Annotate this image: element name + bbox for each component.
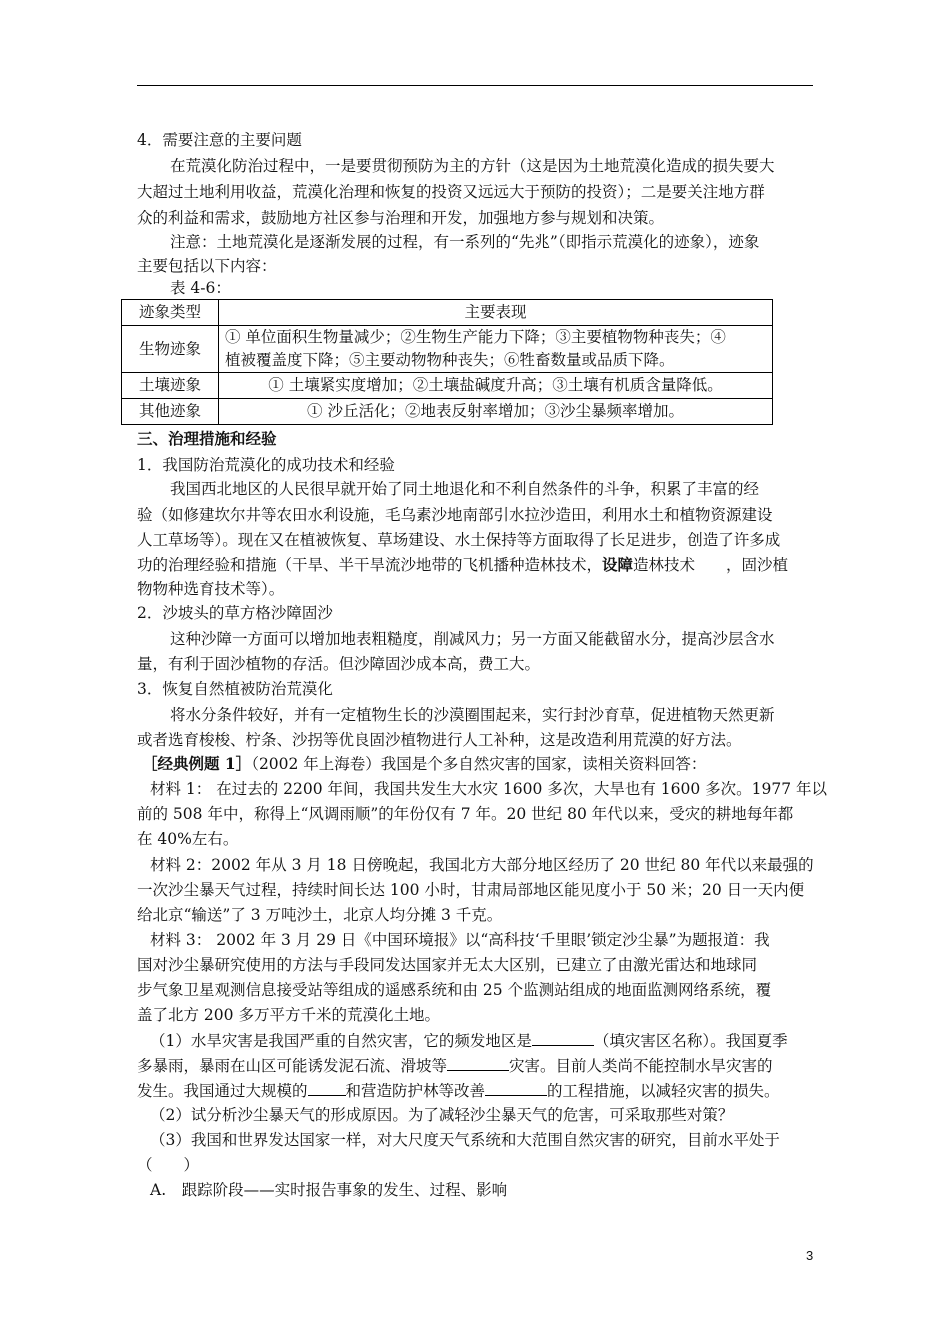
- section4-heading: 4．需要注意的主要问题: [137, 131, 302, 149]
- paragraph-line: 主要包括以下内容：: [137, 257, 277, 275]
- question-line: [137, 1077, 813, 1104]
- example-intro: [142, 751, 818, 777]
- paragraph-line: 量，有利于固沙植物的存活。但沙障固沙成本高，费工大。: [137, 655, 541, 673]
- header-rule: [137, 85, 813, 86]
- example-intro-text: （2002 年上海卷）我国是个多自然灾害的国家，读相关资料回答：: [251, 755, 707, 773]
- material-line: 材料 3： 2002 年 3 月 29 日《中国环境报》以“高科技‘千里眼’锁定沙尘暴”为题报道：我: [150, 931, 770, 949]
- table-cell-desc: ① 土壤紧实度增加；②土壤盐碱度升高；③土壤有机质含量降低。: [219, 373, 773, 399]
- table-header-cell: 主要表现: [219, 300, 773, 326]
- material-line: 国对沙尘暴研究使用的方法与手段同发达国家并无太大区别，已建立了由激光雷达和地球同: [137, 956, 758, 974]
- paragraph-line: [137, 552, 813, 578]
- material-line: 前的 508 年中，称得上“风调雨顺”的年份仅有 7 年。20 世纪 80 年代以来，受灾的耕地每年都: [137, 805, 794, 823]
- question-text: 发生。我国通过大规模的: [137, 1082, 308, 1100]
- paragraph-line: 验（如修建坎尔井等农田水利设施，毛乌素沙地南部引水拉沙造田，利用水土和植物资源建设: [137, 506, 773, 524]
- table-row: [122, 326, 773, 373]
- table-header-row: [122, 300, 773, 326]
- material-line: 盖了北方 200 多万平方千米的荒漠化土地。: [137, 1006, 440, 1024]
- paragraph-line: 众的利益和需求，鼓励地方社区参与治理和开发，加强地方参与规划和决策。: [137, 209, 665, 227]
- material-line: 一次沙尘暴天气过程，持续时间长达 100 小时，甘肃局部地区能见度小于 50 米；20 日一天内便: [137, 881, 805, 899]
- material-line: 在 40%左右。: [137, 830, 239, 848]
- answer-blank[interactable]: [532, 1027, 594, 1046]
- paragraph-line: 注意：土地荒漠化是逐渐发展的过程，有一系列的“先兆”（即指示荒漠化的迹象），迹象: [170, 233, 760, 251]
- material-line: 给北京“输送”了 3 万吨沙土，北京人均分摊 3 千克。: [137, 906, 503, 924]
- answer-paren: （ ）: [137, 1156, 200, 1174]
- table-cell-line: 植被覆盖度下降；⑤主要动物物种丧失；⑥牲畜数量或品质下降。: [225, 351, 675, 369]
- answer-blank[interactable]: [485, 1077, 547, 1096]
- paragraph-line: 我国西北地区的人民很早就开始了同土地退化和不利自然条件的斗争，积累了丰富的经: [170, 480, 760, 498]
- question-line: [150, 1027, 813, 1054]
- material-line: 步气象卫星观测信息接受站等组成的遥感系统和由 25 个监测站组成的地面监测网络系统，覆: [137, 981, 772, 999]
- paragraph-line: 物物种选育技术等）。: [137, 580, 285, 598]
- table-cell-type: 生物迹象: [122, 326, 219, 373]
- paragraph-line: 大超过土地利用收益，荒漠化治理和恢复的投资又远远大于预防的投资）；二是要关注地方群: [137, 183, 765, 201]
- paragraph-line: 或者选育梭梭、柠条、沙拐等优良固沙植物进行人工补种，这是改造利用荒漠的好方法。: [137, 731, 742, 749]
- question-line: （2）试分析沙尘暴天气的形成原因。为了减轻沙尘暴天气的危害，可采取那些对策？: [150, 1106, 734, 1124]
- question-line: （3）我国和世界发达国家一样，对大尺度天气系统和大范围自然灾害的研究，目前水平处于: [150, 1131, 780, 1149]
- table-cell-type: 土壤迹象: [122, 373, 219, 399]
- table-cell-line: ① 单位面积生物量减少；②生物生产能力下降；③主要植物物种丧失；④: [225, 328, 726, 346]
- text-run: 功的治理经验和措施（干旱、半干旱流沙地带的飞机播种造林技术，: [137, 556, 603, 574]
- question-line: [137, 1052, 813, 1079]
- option-a: A. 跟踪阶段——实时报告事象的发生、过程、影响: [150, 1181, 508, 1199]
- subsection-heading: 1．我国防治荒漠化的成功技术和经验: [137, 456, 395, 474]
- table-row: [122, 399, 773, 425]
- subsection-heading: 3．恢复自然植被防治荒漠化: [137, 680, 333, 698]
- material-line: 材料 2：2002 年从 3 月 18 日傍晚起，我国北方大部分地区经历了 20 世纪 80 年代以来最强的: [150, 856, 814, 874]
- question-text: （填灾害区名称）。我国夏季: [593, 1032, 788, 1050]
- desertification-signs-table: [121, 299, 773, 425]
- text-run: 造林技术 ，固沙植: [633, 556, 789, 574]
- question-text: 灾害。目前人类尚不能控制水旱灾害的: [509, 1057, 773, 1075]
- bold-text-run: 设障: [602, 555, 634, 574]
- paragraph-line: 人工草场等）。现在又在植被恢复、草场建设、水土保持等方面取得了长足进步，创造了许多成: [137, 531, 781, 549]
- subsection-heading: 2．沙坡头的草方格沙障固沙: [137, 604, 333, 622]
- table-cell-desc: [219, 326, 773, 373]
- paragraph-line: 这种沙障一方面可以增加地表粗糙度，削减风力；另一方面又能截留水分，提高沙层含水: [170, 630, 775, 648]
- question-text: （1）水旱灾害是我国严重的自然灾害，它的频发地区是: [150, 1032, 532, 1050]
- answer-blank[interactable]: [308, 1077, 346, 1096]
- question-text: 的工程措施，以减轻灾害的损失。: [547, 1082, 780, 1100]
- material-line: 材料 1： 在过去的 2200 年间，我国共发生大水灾 1600 多次，大旱也有 1600 多次。1977 年以: [150, 780, 827, 798]
- question-text: 和营造防护林等改善: [345, 1082, 486, 1100]
- paragraph-line: 将水分条件较好，并有一定植物生长的沙漠圈围起来，实行封沙育草，促进植物天然更新: [170, 706, 775, 724]
- section3-title: 三、治理措施和经验: [137, 429, 277, 448]
- table-header-cell: 迹象类型: [122, 300, 219, 326]
- answer-blank[interactable]: [447, 1052, 509, 1071]
- table-row: [122, 373, 773, 399]
- table-caption: 表 4-6：: [170, 279, 231, 297]
- paragraph-line: 在荒漠化防治过程中，一是要贯彻预防为主的方针（这是因为土地荒漠化造成的损失要大: [170, 157, 775, 175]
- table-cell-desc: ① 沙丘活化；②地表反射率增加；③沙尘暴频率增加。: [219, 399, 773, 425]
- example-label: ［经典例题 1］: [142, 754, 252, 773]
- page-number: 3: [806, 1248, 814, 1263]
- question-text: 多暴雨，暴雨在山区可能诱发泥石流、滑坡等: [137, 1057, 448, 1075]
- table-cell-type: 其他迹象: [122, 399, 219, 425]
